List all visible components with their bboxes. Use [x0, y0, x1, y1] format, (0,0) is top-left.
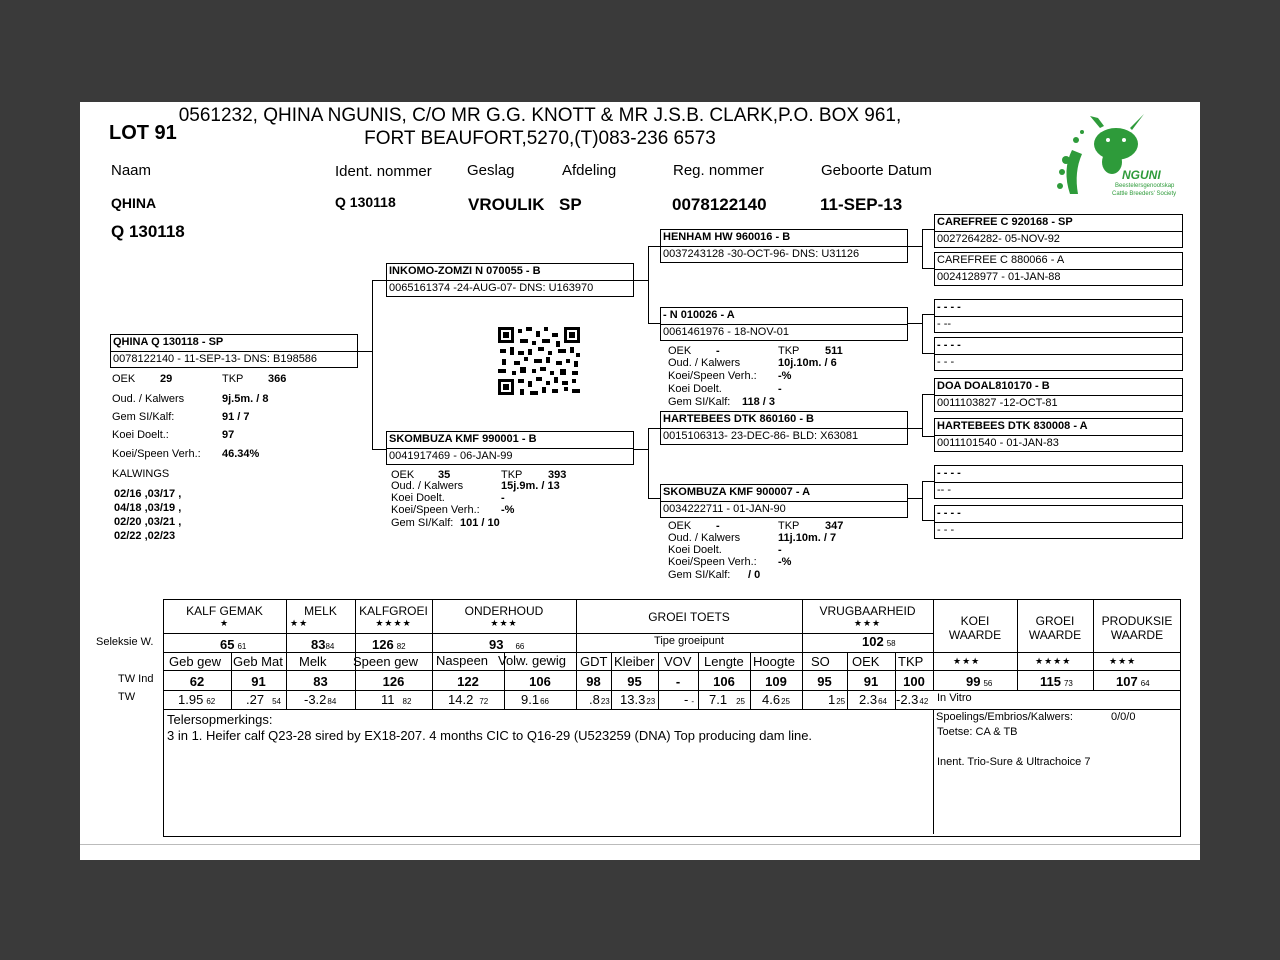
animal-box-detail: 0078122140 - 11-SEP-13- DNS: B198586	[113, 353, 318, 365]
gp-dd-gem: / 0	[748, 569, 761, 581]
kalwings-line: 02/22 ,02/23	[114, 530, 176, 542]
animal-box-name: QHINA Q 130118 - SP	[113, 336, 224, 348]
tw-value: .27 54	[246, 692, 281, 707]
dam-oek-label: OEK	[391, 469, 415, 481]
header-vrugbaarheid: VRUGBAARHEID	[819, 604, 916, 618]
dam-gem: 101 / 10	[460, 517, 500, 529]
dam-speen-label: Koei/Speen Verh.:	[391, 504, 480, 516]
animal-gem-label: Gem SI/Kalf:	[112, 411, 175, 423]
twind-value: 106	[529, 674, 551, 689]
ggp-detail: - - -	[937, 356, 955, 368]
gp-sd-oud: 10j.10m. / 6	[778, 357, 837, 369]
breeder-line-1: 0561232, QHINA NGUNIS, C/O MR G.G. KNOTT & MR J.S.B. CLARK,P.O. BOX 961,	[178, 105, 902, 126]
label-geslag: Geslag	[467, 162, 515, 179]
kalwings-label: KALWINGS	[112, 468, 170, 480]
ggp-detail: - - -	[937, 524, 955, 536]
gp-dd-koei: -	[778, 544, 782, 556]
header-produksie-waarde: PRODUKSIE	[1101, 614, 1173, 628]
col-header: Geb Mat	[233, 654, 283, 669]
pedigree-line	[648, 246, 649, 324]
lot-sheet	[80, 102, 1200, 860]
dam-koei-label: Koei Doelt.	[391, 492, 445, 504]
gp-sd-tkp: 511	[825, 345, 843, 357]
value-reg: 0078122140	[672, 195, 767, 214]
ggp-box	[934, 214, 1183, 248]
divider	[387, 280, 633, 281]
ggp-box	[934, 465, 1183, 499]
ggp-name: DOA DOAL810170 - B	[937, 380, 1050, 392]
col-header: Lengte	[704, 654, 744, 669]
label-afdeling: Afdeling	[562, 162, 617, 179]
ggp-name: CAREFREE C 920168 - SP	[937, 216, 1073, 228]
value-big-id: Q 130118	[111, 222, 185, 241]
star-icon: ★★★	[853, 618, 882, 628]
ggp-name: HARTEBEES DTK 830008 - A	[937, 420, 1088, 432]
animal-oek: 29	[160, 373, 173, 385]
logo-title: NGUNI	[1122, 168, 1161, 182]
gp-sd-oek-label: OEK	[668, 345, 692, 357]
col-header: Geb gew	[169, 654, 222, 669]
animal-speen-label: Koei/Speen Verh.:	[112, 448, 201, 460]
gp-detail: 0015106313- 23-DEC-86- BLD: X63081	[663, 430, 859, 442]
tw-value: 13.323	[620, 692, 656, 707]
header-melk: MELK	[304, 604, 337, 618]
ggp-detail: 0011103827 -12-OCT-81	[937, 397, 1058, 409]
header-kalfgroei: KALFGROEI	[359, 604, 428, 618]
twind-value: 122	[457, 674, 479, 689]
ggp-detail: 0024128977 - 01-JAN-88	[937, 271, 1061, 283]
animal-tkp: 366	[268, 373, 287, 385]
gp-dd-oek-label: OEK	[668, 520, 692, 532]
animal-speen: 46.34%	[222, 448, 260, 460]
gp-sd-oek: -	[716, 345, 720, 357]
table-line	[163, 670, 1181, 671]
gp-dam-dam-box	[660, 484, 908, 518]
dam-tkp: 393	[548, 469, 567, 481]
animal-koei: 97	[222, 429, 235, 441]
gp-sd-koei: -	[778, 383, 782, 395]
table-line	[163, 652, 1181, 653]
pedigree-line	[648, 498, 660, 499]
gp-dd-tkp-label: TKP	[778, 520, 800, 532]
pedigree-line	[922, 481, 923, 521]
gp-detail: 0037243128 -30-OCT-96- DNS: U31126	[663, 248, 860, 260]
value-geboorte: 11-SEP-13	[820, 195, 903, 214]
qr-code	[498, 327, 580, 395]
row-label-twind: TW Ind	[118, 673, 154, 685]
pedigree-line	[922, 481, 934, 482]
ggp-box	[934, 505, 1183, 539]
divider	[935, 482, 1182, 483]
sire-box	[386, 263, 634, 297]
toetse-text: Toetse: CA & TB	[937, 726, 1018, 738]
dam-koei: -	[501, 492, 505, 504]
inent-text: Inent. Trio-Sure & Ultrachoice 7	[937, 756, 1091, 768]
gp-sd-oud-label: Oud. / Kalwers	[668, 357, 741, 369]
header-produksie-waarde: WAARDE	[1110, 628, 1164, 642]
divider	[935, 522, 1182, 523]
sire-detail: 0065161374 -24-AUG-07- DNS: U163970	[389, 282, 594, 294]
col-header: GDT	[580, 654, 608, 669]
ggp-box	[934, 378, 1183, 412]
gp-dd-speen-label: Koei/Speen Verh.:	[668, 556, 757, 568]
pedigree-line	[648, 323, 660, 324]
ggp-box	[934, 252, 1183, 286]
lot-number: LOT 91	[109, 122, 177, 144]
tw-value: 9.166	[521, 692, 549, 707]
header-koei-waarde: KOEI	[960, 614, 990, 628]
gp-sire-sire-box	[660, 229, 908, 263]
table-line	[933, 709, 934, 834]
spoelings-label: Spoelings/Embrios/Kalwers:	[936, 711, 1073, 723]
tw-value: - -	[684, 692, 695, 707]
col-header: TKP	[898, 654, 924, 669]
pedigree-line	[922, 353, 934, 354]
animal-koei-label: Koei Doelt.:	[112, 429, 169, 441]
twind-value: 83	[313, 674, 328, 689]
header-kalf-gemak: KALF GEMAK	[186, 604, 263, 618]
twind-value: 98	[586, 674, 601, 689]
table-line	[1017, 599, 1018, 690]
gp-name: HARTEBEES DTK 860160 - B	[663, 413, 814, 425]
star-icon: ★★★	[490, 618, 518, 628]
divider	[661, 324, 907, 325]
tw-value: -2.342	[896, 692, 929, 707]
ggp-box	[934, 337, 1183, 371]
pedigree-line	[358, 351, 372, 352]
kalwings-line: 02/20 ,03/21 ,	[114, 516, 182, 528]
kalwings-line: 04/18 ,03/19 ,	[114, 502, 182, 514]
table-line	[1093, 599, 1094, 690]
qr-code-icon	[498, 327, 580, 395]
tw-value: 1.95 62	[178, 692, 216, 707]
ggp-detail: - --	[937, 318, 952, 330]
gp-sire-dam-box	[660, 307, 908, 341]
gp-sd-gem-label: Gem SI/Kalf:	[668, 396, 731, 408]
tw-value: 14.2 72	[448, 692, 489, 707]
ggp-name: - - - -	[937, 467, 961, 479]
row-label-tw: TW	[118, 691, 136, 703]
pedigree-line	[634, 449, 648, 450]
value-ident: Q 130118	[335, 194, 396, 210]
kalwings-line: 02/16 ,03/17 ,	[114, 488, 182, 500]
divider	[661, 428, 907, 429]
twind-value: 109	[765, 674, 787, 689]
seleksie-vrug: 102 58	[862, 634, 896, 649]
header-groei-waarde: WAARDE	[1028, 628, 1082, 642]
dam-oek: 35	[438, 469, 451, 481]
pedigree-line	[922, 314, 923, 354]
twind-value: 126	[382, 674, 405, 689]
spoelings-value: 0/0/0	[1111, 711, 1136, 723]
label-ident: Ident. nommer	[335, 163, 432, 180]
col-header: Melk	[299, 654, 327, 669]
divider	[935, 395, 1182, 396]
produksie-waarde-value: 107 64	[1116, 674, 1150, 689]
gp-sd-speen-label: Koei/Speen Verh.:	[668, 370, 757, 382]
col-header: Kleiber	[614, 654, 655, 669]
pedigree-line	[908, 323, 922, 324]
divider	[935, 269, 1182, 270]
star-icon: ★★	[290, 618, 309, 628]
pedigree-line	[908, 498, 922, 499]
dam-speen: -%	[501, 504, 515, 516]
ggp-name: - - - -	[937, 301, 961, 313]
pedigree-line	[908, 246, 922, 247]
dam-gem-label: Gem SI/Kalf:	[391, 517, 454, 529]
pedigree-line	[648, 246, 660, 247]
seleksie-kalf: 65 61	[220, 637, 247, 652]
star-icon: ★★★	[953, 656, 981, 666]
ggp-name: CAREFREE C 880066 - A	[937, 254, 1065, 266]
value-afdeling: SP	[559, 195, 582, 214]
divider	[661, 501, 907, 502]
value-geslag: VROULIK	[468, 195, 545, 214]
tw-value: -3.284	[304, 692, 337, 707]
tw-value: 125	[828, 692, 846, 707]
label-geboorte: Geboorte Datum	[821, 162, 932, 179]
col-header: VOV	[664, 654, 692, 669]
header-groei-waarde: GROEI	[1035, 614, 1075, 628]
gp-sd-speen: -%	[778, 370, 792, 382]
pedigree-line	[922, 229, 934, 230]
gp-dd-oud-label: Oud. / Kalwers	[668, 532, 741, 544]
gp-name: - N 010026 - A	[663, 309, 735, 321]
ggp-detail: -- -	[937, 484, 952, 496]
tw-value: 2.364	[859, 692, 887, 707]
divider	[387, 448, 633, 449]
remarks-title: Telersopmerkings:	[167, 712, 273, 727]
star-icon: ★★★★	[1035, 656, 1072, 666]
animal-tkp-label: TKP	[222, 373, 244, 385]
dam-tkp-label: TKP	[501, 469, 523, 481]
gp-sd-gem: 118 / 3	[742, 396, 776, 408]
animal-box	[110, 334, 358, 368]
twind-value: 62	[189, 674, 205, 689]
table-line	[933, 599, 934, 690]
pedigree-line	[922, 394, 934, 395]
col-header: SO	[811, 654, 830, 669]
col-header: Naspeen	[436, 653, 489, 668]
divider	[111, 351, 357, 352]
gp-dam-sire-box	[660, 411, 908, 445]
label-reg: Reg. nommer	[673, 162, 764, 179]
ggp-name: - - - -	[937, 339, 961, 351]
ggp-detail: 0011101540 - 01-JAN-83	[937, 437, 1059, 449]
animal-oud-label: Oud. / Kalwers	[112, 393, 185, 405]
pedigree-line	[634, 280, 648, 281]
seleksie-kalfgroei: 126 82	[372, 637, 406, 652]
gp-sd-tkp-label: TKP	[778, 345, 800, 357]
header-groei-toets: GROEI TOETS	[648, 610, 730, 624]
gp-dd-koei-label: Koei Doelt.	[668, 544, 722, 556]
twind-value: 91	[251, 674, 266, 689]
tw-value: .823	[589, 692, 610, 707]
pedigree-line	[372, 449, 386, 450]
tw-value: 11 82	[381, 692, 412, 707]
pedigree-line	[372, 280, 373, 450]
tw-value: 4.625	[762, 692, 790, 707]
twind-value: 100	[903, 674, 925, 689]
pedigree-line	[922, 229, 923, 269]
col-header: OEK	[852, 654, 880, 669]
gp-detail: 0034222711 - 01-JAN-90	[663, 503, 786, 515]
value-naam: QHINA	[111, 195, 157, 211]
tw-value: 7.1 25	[709, 692, 745, 707]
table-line	[163, 690, 1181, 691]
dam-name: SKOMBUZA KMF 990001 - B	[389, 433, 537, 445]
seleksie-melk: 8384	[311, 637, 335, 652]
col-header: Hoogte	[753, 654, 795, 669]
star-icon: ★★★★	[375, 618, 412, 628]
row-label-seleksie: Seleksie W.	[96, 636, 154, 648]
pedigree-line	[922, 520, 934, 521]
pedigree-line	[922, 436, 934, 437]
pedigree-line	[648, 428, 649, 499]
star-icon: ★	[219, 618, 230, 628]
bottom-divider	[80, 844, 1200, 845]
logo-sub-1: Beestelersgenootskap	[1115, 183, 1175, 189]
divider	[935, 354, 1182, 355]
tipe-groeipunt: Tipe groeipunt	[654, 635, 724, 647]
col-header: Speen gew	[353, 654, 419, 669]
gp-name: SKOMBUZA KMF 900007 - A	[663, 486, 811, 498]
gp-name: HENHAM HW 960016 - B	[663, 231, 791, 243]
gp-dd-oek: -	[716, 520, 720, 532]
sire-name: INKOMO-ZOMZI N 070055 - B	[389, 265, 541, 277]
dam-oud: 15j.9m. / 13	[501, 480, 560, 492]
label-naam: Naam	[111, 162, 152, 179]
koei-waarde-value: 99 56	[966, 674, 993, 689]
pedigree-line	[922, 268, 934, 269]
col-header: Volw. gewig	[498, 653, 566, 668]
pedigree-line	[908, 428, 922, 429]
twind-value: -	[675, 674, 681, 689]
star-icon: ★★★	[1109, 656, 1137, 666]
ggp-name: - - - -	[937, 507, 961, 519]
twind-value: 95	[627, 674, 642, 689]
in-vitro-label: In Vitro	[937, 692, 972, 704]
gp-dd-tkp: 347	[825, 520, 844, 532]
divider	[935, 435, 1182, 436]
dam-box	[386, 431, 634, 465]
gp-dd-speen: -%	[778, 556, 792, 568]
divider	[935, 316, 1182, 317]
divider	[661, 246, 907, 247]
pedigree-line	[372, 280, 386, 281]
seleksie-onderhoud: 93 66	[489, 637, 525, 652]
twind-value: 95	[817, 674, 832, 689]
remarks-text: 3 in 1. Heifer calf Q23-28 sired by EX18-207. 4 months CIC to Q16-29 (U523259 (DNA) Top producing dam line.	[167, 728, 813, 743]
divider	[935, 231, 1182, 232]
pedigree-line	[648, 428, 660, 429]
ggp-box	[934, 418, 1183, 452]
dam-oud-label: Oud. / Kalwers	[391, 480, 464, 492]
twind-value: 91	[863, 674, 879, 689]
gp-detail: 0061461976 - 18-NOV-01	[663, 326, 789, 338]
gp-dd-gem-label: Gem SI/Kalf:	[668, 569, 731, 581]
logo-sub-2: Cattle Breeders' Society	[1112, 191, 1177, 197]
gp-sd-koei-label: Koei Doelt.	[668, 383, 722, 395]
groei-waarde-value: 115 73	[1040, 674, 1073, 689]
dam-detail: 0041917469 - 06-JAN-99	[389, 450, 513, 462]
ggp-detail: 0027264282- 05-NOV-92	[937, 233, 1060, 245]
header-onderhoud: ONDERHOUD	[464, 604, 544, 618]
pedigree-line	[922, 394, 923, 437]
animal-oek-label: OEK	[112, 373, 136, 385]
nguni-logo	[1052, 110, 1177, 205]
animal-gem: 91 / 7	[222, 411, 250, 423]
pedigree-line	[922, 314, 934, 315]
gp-dd-oud: 11j.10m. / 7	[778, 532, 837, 544]
ggp-box	[934, 299, 1183, 333]
twind-value: 106	[713, 674, 735, 689]
breeder-line-2: FORT BEAUFORT,5270,(T)083-236 6573	[364, 128, 716, 149]
animal-oud: 9j.5m. / 8	[222, 393, 269, 405]
header-koei-waarde: WAARDE	[948, 628, 1002, 642]
